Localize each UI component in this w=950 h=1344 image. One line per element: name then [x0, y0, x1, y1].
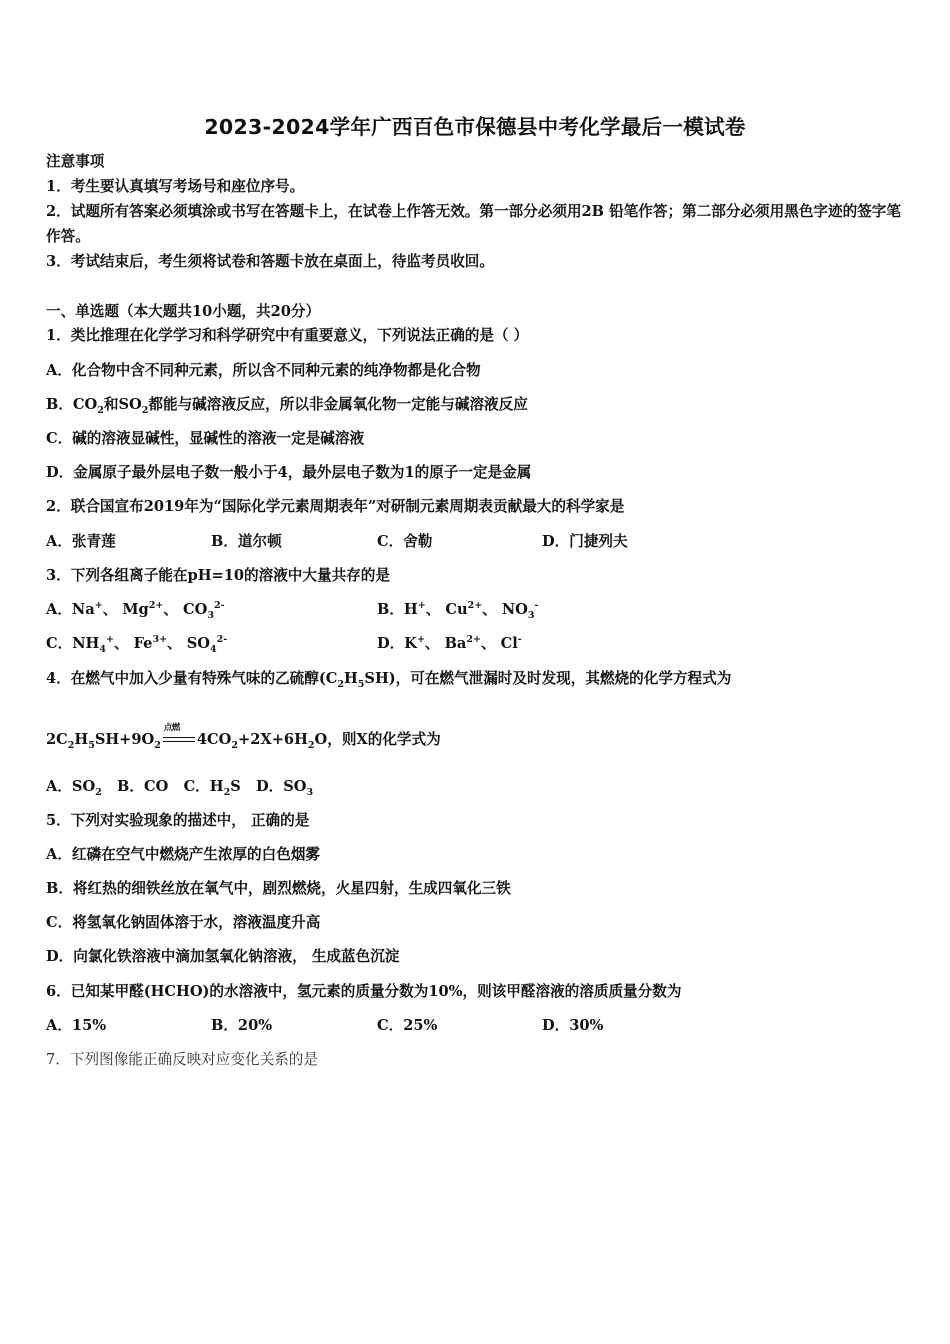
question-3-option-b: B．H+、 $Cu^{2+}$、 $NO_3^-$ — [377, 600, 539, 621]
question-4-option-a: A．$SO_2$ — [46, 778, 102, 798]
section-heading: 一、单选题（本大题共10小题，共20分） — [46, 303, 321, 320]
notice-item-1: 1．考生要认真填写考场号和座位序号。 — [46, 178, 305, 195]
question-2-option-c: C．舍勒 — [377, 533, 433, 550]
question-1-stem: 1．类比推理在化学学习和科学研究中有重要意义，下列说法正确的是（ ） — [46, 327, 529, 344]
question-1-option-b: B．$CO_2$和$SO_2$都能与碱溶液反应，所以非金属氧化物一定能与碱溶液反应 — [46, 396, 528, 416]
question-6-option-d: D．30% — [542, 1017, 604, 1034]
question-5-stem: 5．下列对实验现象的描述中， 正确的是 — [46, 812, 310, 829]
notice-heading: 注意事项 — [46, 153, 105, 170]
question-1-option-d: D．金属原子最外层电子数一般小于4，最外层电子数为1的原子一定是金属 — [46, 464, 532, 481]
question-5-option-d: D．向氯化铁溶液中滴加氢氧化钠溶液， 生成蓝色沉淀 — [46, 948, 400, 965]
question-4-options — [46, 777, 313, 797]
reaction-condition-sign — [161, 723, 197, 750]
question-5-option-a: A．红磷在空气中燃烧产生浓厚的白色烟雾 — [46, 846, 321, 863]
question-6-stem: 6．已知某甲醛(HCHO)的水溶液中，氢元素的质量分数为10%，则该甲醛溶液的溶质质量分数为 — [46, 983, 682, 1000]
question-6-option-b: B．20% — [211, 1017, 273, 1034]
notice-item-3: 3．考试结束后，考生须将试卷和答题卡放在桌面上，待监考员收回。 — [46, 253, 494, 270]
question-2-option-a: A．张青莲 — [46, 533, 116, 550]
question-6-option-a: A．15% — [46, 1017, 107, 1034]
question-7-stem: 7．下列图像能正确反映对应变化关系的是 — [46, 1051, 318, 1068]
question-3-option-d: D．K+、 $Ba^{2+}$、 Cl- — [377, 634, 522, 652]
question-5-option-c: C．将氢氧化钠固体溶于水，溶液温度升高 — [46, 914, 321, 931]
question-5-option-b: B．将红热的细铁丝放在氧气中，剧烈燃烧，火星四射，生成四氧化三铁 — [46, 880, 511, 897]
page-title: 2023-2024学年广西百色市保德县中考化学最后一模试卷 — [204, 115, 746, 139]
question-2-stem: 2．联合国宣布2019年为“国际化学元素周期表年”对研制元素周期表贡献最大的科学家是 — [46, 498, 625, 515]
question-4-option-d: D．$SO_3$ — [255, 778, 314, 798]
notice-item-2: 2．试题所有答案必须填涂或书写在答题卡上，在试卷上作答无效。第一部分必须用2B 铅笔作答；第二部分必须用黑色字迹的签字笔作答。 — [46, 203, 901, 245]
question-1-option-a: A．化合物中含不同种元素，所以含不同种元素的纯净物都是化合物 — [46, 362, 481, 379]
question-3-stem: 3．下列各组离子能在pH=10的溶液中大量共存的是 — [46, 567, 390, 584]
question-2-option-d: D．门捷列夫 — [542, 533, 628, 550]
question-2-option-b: B．道尔顿 — [211, 533, 282, 550]
question-3-option-a: A．Na+、 $Mg^{2+}$、 $CO_3^{2-}$ — [46, 600, 225, 621]
reaction-condition: 点燃 — [163, 723, 180, 733]
question-4-stem: 4．在燃气中加入少量有特殊气味的乙硫醇$(C_2H_5SH)$，可在燃气泄漏时及时发现，其燃烧的化学方程式为 — [46, 670, 732, 690]
question-3-option-c: C．$NH_4^+$、 $Fe^{3+}$、 $SO_4^{2-}$ — [46, 634, 228, 655]
question-4-option-c: C．$H_2S$ — [183, 778, 241, 798]
question-6-option-c: C．25% — [377, 1017, 438, 1034]
question-4-option-b: B．CO — [117, 778, 169, 795]
question-4-equation: $2C_2H_5SH+9O_2$ 点燃 $4CO_2+2X+6H_2O$，则X的化学式为 — [46, 730, 441, 750]
question-1-option-c: C．碱的溶液显碱性，显碱性的溶液一定是碱溶液 — [46, 430, 365, 447]
